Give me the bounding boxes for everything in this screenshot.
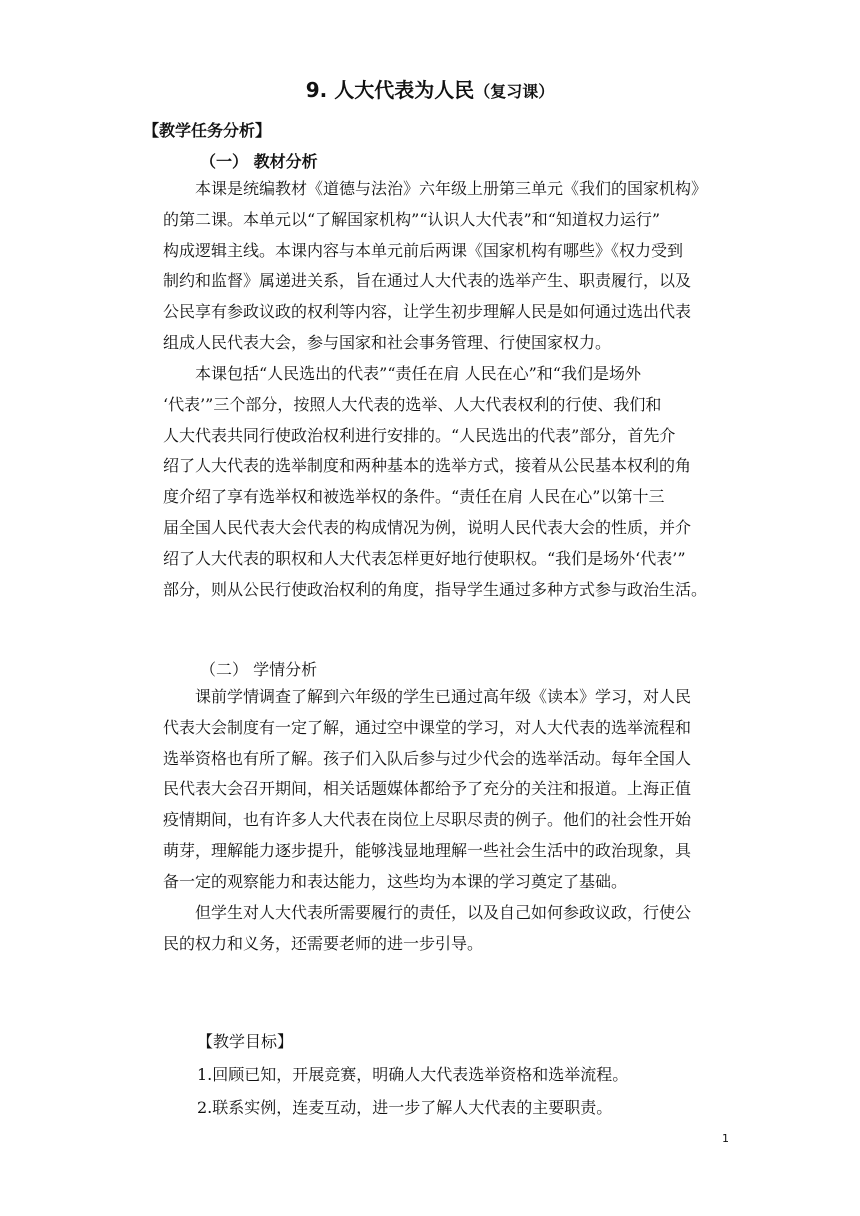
subheading-learner-analysis: （二） 学情分析 <box>200 660 318 679</box>
paragraph-textbook-2 <box>163 359 743 605</box>
title-sub: （复习课） <box>474 82 555 101</box>
paragraph-learner-2 <box>163 898 743 960</box>
text-line: 构成逻辑主线。本课内容与本单元前后两课《国家机构有哪些》《权力受到 <box>163 240 684 260</box>
text-line: 选举资格也有所了解。孩子们入队后参与过少代会的选举活动。每年全国人 <box>163 748 692 768</box>
text-line: 绍了人大代表的选举制度和两种基本的选举方式，接着从公民基本权利的角 <box>163 456 692 476</box>
text-line: ‘代表’”三个部分，按照人大代表的选举、人大代表权利的行使、我们和 <box>163 394 662 414</box>
text-line: 人大代表共同行使政治权利进行安排的。“人民选出的代表”部分，首先介 <box>163 425 676 445</box>
section-heading-teaching-goals: 【教学目标】 <box>197 1032 294 1051</box>
title-main: 9. 人大代表为人民 <box>305 78 475 102</box>
text-line: 公民享有参政议政的权利等内容，让学生初步理解人民是如何通过选出代表 <box>163 302 692 322</box>
text-line: 届全国人民代表大会代表的构成情况为例，说明人民代表大会的性质，并介 <box>163 517 692 537</box>
paragraph-learner-1 <box>163 682 743 898</box>
text-line: 民的权力和义务，还需要老师的进一步引导。 <box>163 933 484 953</box>
text-line: 制约和监督》属递进关系，旨在通过人大代表的选举产生、职责履行，以及 <box>163 271 692 291</box>
page-number: 1 <box>722 1132 729 1145</box>
text-line: 备一定的观察能力和表达能力，这些均为本课的学习奠定了基础。 <box>163 871 628 891</box>
text-line: 组成人民代表大会，参与国家和社会事务管理、行使国家权力。 <box>163 332 612 352</box>
text-line: 绍了人大代表的职权和人大代表怎样更好地行使职权。“我们是场外‘代表’” <box>163 548 686 568</box>
document-title <box>0 74 860 103</box>
text-line: 但学生对人大代表所需要履行的责任，以及自己如何参政议政，行使公 <box>195 903 692 922</box>
section-heading-task-analysis: 【教学任务分析】 <box>143 121 272 140</box>
text-line: 本课包括“人民选出的代表”“责任在肩 人民在心”和“我们是场外 <box>195 364 641 383</box>
subheading-textbook-analysis: （一） 教材分析 <box>200 152 318 171</box>
goal-item: 2.联系实例，连麦互动，进一步了解人大代表的主要职责。 <box>197 1098 613 1117</box>
text-line: 的第二课。本单元以“了解国家机构”“认识人大代表”和“知道权力运行” <box>163 209 661 229</box>
text-line: 疫情期间，也有许多人大代表在岗位上尽职尽责的例子。他们的社会性开始 <box>163 810 692 830</box>
text-line: 萌芽，理解能力逐步提升，能够浅显地理解一些社会生活中的政治现象，具 <box>163 840 692 860</box>
text-line: 本课是统编教材《道德与法治》六年级上册第三单元《我们的国家机构》 <box>195 179 708 198</box>
text-line: 代表大会制度有一定了解，通过空中课堂的学习，对人大代表的选举流程和 <box>163 717 692 737</box>
text-line: 度介绍了享有选举权和被选举权的条件。“责任在肩 人民在心”以第十三 <box>163 487 665 507</box>
text-line: 部分，则从公民行使政治权利的角度，指导学生通过多种方式参与政治生活。 <box>163 579 708 599</box>
text-line: 课前学情调查了解到六年级的学生已通过高年级《读本》学习，对人民 <box>195 687 692 706</box>
goal-item: 1.回顾已知，开展竞赛，明确人大代表选举资格和选举流程。 <box>197 1065 629 1084</box>
text-line: 民代表大会召开期间，相关话题媒体都给予了充分的关注和报道。上海正值 <box>163 779 692 799</box>
paragraph-textbook-1 <box>163 174 743 359</box>
